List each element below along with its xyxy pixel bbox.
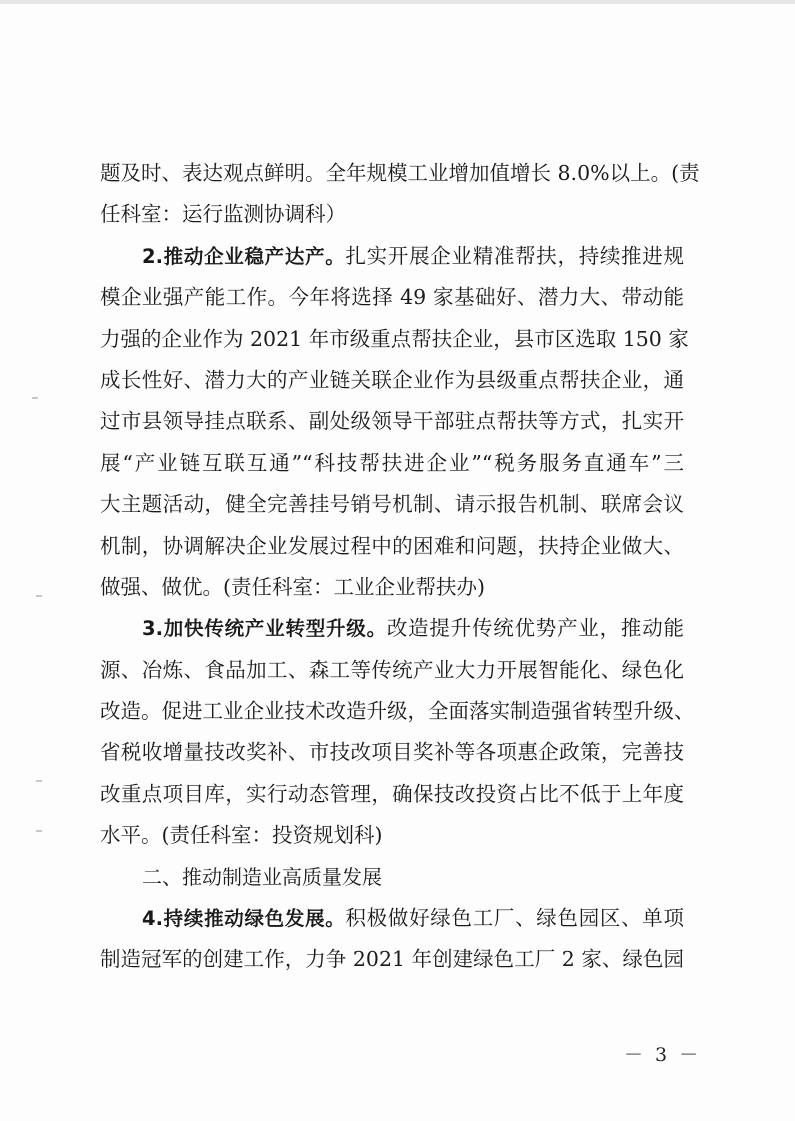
- body-text: [100, 153, 700, 981]
- line-text: 题及时、表达观点鲜明。全年规模工业增加值增长 8.0%以上。(责: [100, 161, 700, 185]
- item-heading-4: 4.持续推动绿色发展。: [142, 907, 346, 931]
- text-line: [100, 526, 684, 567]
- text-line: [100, 401, 684, 442]
- text-line: [100, 360, 684, 401]
- section-heading: 二、推动制造业高质量发展: [142, 864, 382, 889]
- line-text: 力强的企业作为 2021 年市级重点帮扶企业，县市区选取 150 家: [100, 326, 689, 351]
- line-text: 省税收增量技改奖补、市技改项目奖补等各项惠企政策，完善技: [100, 740, 684, 765]
- text-line: [100, 815, 700, 856]
- line-text: 任科室：运行监测协调科）: [100, 202, 346, 227]
- line-text: 模企业强产能工作。今年将选择 49 家基础好、潜力大、带动能: [100, 285, 684, 310]
- text-line: [100, 650, 684, 691]
- line-text: 做强、做优。(责任科室：工业企业帮扶办): [100, 574, 485, 599]
- paragraph-start-line: [100, 898, 684, 939]
- line-text: 成长性好、潜力大的产业链关联企业作为县级重点帮扶企业，通: [100, 367, 684, 392]
- line-text: 机制，协调解决企业发展过程中的困难和问题，扶持企业做大、: [100, 533, 684, 558]
- line-text: 源、冶炼、食品加工、森工等传统产业大力开展智能化、绿色化: [100, 657, 684, 682]
- item-heading-3: 3.加快传统产业转型升级。: [142, 617, 387, 641]
- scan-speck: [32, 397, 38, 399]
- text-line: [100, 277, 684, 318]
- text-line: [100, 774, 684, 815]
- text-line: [100, 732, 684, 773]
- page-number: － 3 －: [624, 1044, 702, 1066]
- line-text: 大主题活动，健全完善挂号销号机制、请示报告机制、联席会议: [100, 492, 684, 517]
- line-text: 制造冠军的创建工作，力争 2021 年创建绿色工厂 2 家、绿色园: [100, 947, 684, 972]
- line-text: 改造。促进工业企业技术改造升级，全面落实制造强省转型升级、: [100, 699, 695, 724]
- text-line: [100, 153, 700, 194]
- item-heading-2: 2.推动企业稳产达产。: [142, 244, 346, 268]
- paragraph-start-line: [100, 608, 684, 649]
- line-text: 过市县领导挂点联系、副处级领导干部驻点帮扶等方式，扎实开: [100, 409, 684, 434]
- scan-speck: [36, 830, 42, 832]
- text-line: [100, 319, 689, 360]
- section-heading-line: [100, 857, 700, 898]
- scan-speck: [36, 780, 42, 782]
- line-text: 积极做好绿色工厂、绿色园区、单项: [345, 906, 684, 931]
- line-text: 扎实开展企业精准帮扶，持续推进规: [345, 243, 684, 268]
- text-line: [100, 484, 684, 525]
- text-line: [100, 443, 684, 484]
- text-line: [100, 194, 700, 235]
- paragraph-start-line: [100, 236, 684, 277]
- line-text: 改重点项目库，实行动态管理，确保技改投资占比不低于上年度: [100, 781, 684, 806]
- text-line: [100, 691, 695, 732]
- line-text: 水平。(责任科室：投资规划科): [100, 823, 383, 848]
- text-line: [100, 567, 700, 608]
- text-line: [100, 939, 684, 980]
- scan-speck: [36, 595, 42, 597]
- line-text: 改造提升传统优势产业，推动能: [386, 616, 684, 641]
- scan-top-edge: [0, 0, 795, 4]
- line-text: 展“产业链互联互通”“科技帮扶进企业”“税务服务直通车”三: [100, 450, 684, 475]
